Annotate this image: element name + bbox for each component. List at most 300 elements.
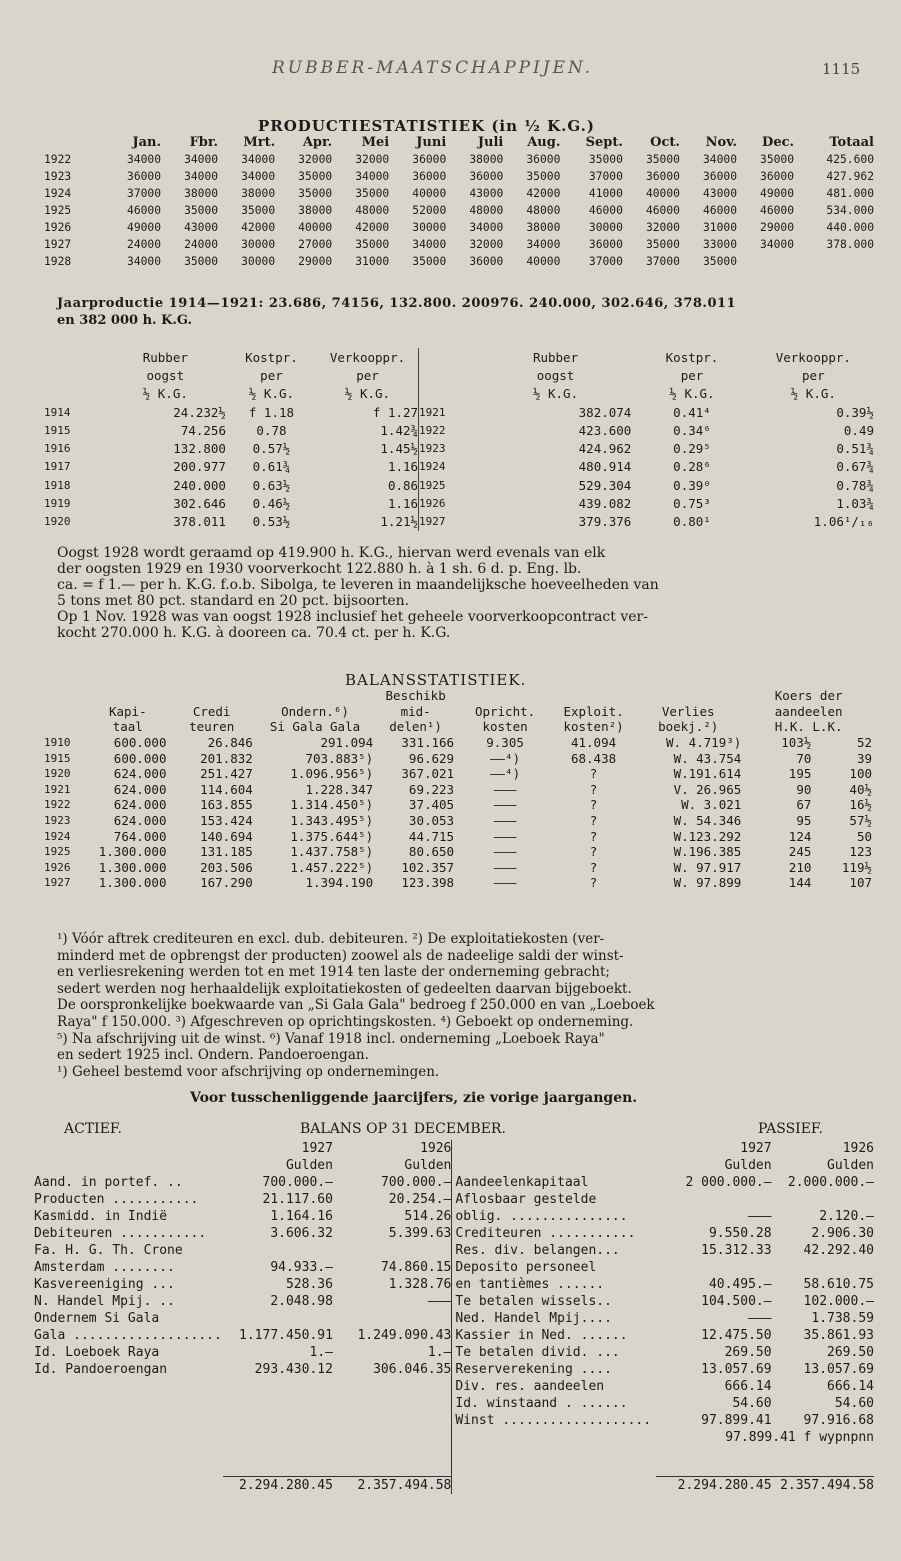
table-cell: 624.000 bbox=[113, 766, 167, 782]
table-cell: W.196.385 bbox=[673, 844, 742, 860]
table-cell: 306.046.35 bbox=[373, 1362, 452, 1377]
table-cell bbox=[223, 1412, 333, 1429]
table-cell: 0.53½ bbox=[252, 514, 291, 530]
table-cell: ? bbox=[589, 797, 598, 813]
column-header: Gulden bbox=[827, 1158, 874, 1173]
table-cell: 0.51¾ bbox=[836, 441, 874, 457]
table-cell bbox=[333, 1242, 452, 1259]
balance-stats-row bbox=[44, 813, 874, 829]
column-header: Gulden bbox=[724, 1158, 772, 1173]
table-cell: ——— bbox=[493, 859, 517, 875]
table-cell: Aand. in portef. .. bbox=[34, 1175, 183, 1190]
table-cell: 31000 bbox=[355, 255, 390, 268]
table-cell: 425.600 bbox=[826, 153, 874, 166]
column-header: ½ K.G. bbox=[344, 386, 391, 402]
table-cell: 439.082 bbox=[578, 496, 632, 512]
table-cell: 1.45½ bbox=[380, 441, 419, 457]
column-header: per bbox=[356, 367, 379, 383]
table-cell: 41000 bbox=[588, 187, 623, 200]
column-header: Aug. bbox=[527, 135, 561, 150]
table-cell: 40.495.— bbox=[708, 1277, 772, 1292]
winst-note: 97.899.41 f wypnpnn bbox=[725, 1430, 874, 1445]
balance-stats-header-row bbox=[44, 688, 874, 704]
cost-header-row bbox=[44, 366, 874, 384]
table-cell: 1.314.450⁵) bbox=[290, 797, 374, 813]
table-cell: Id. Loeboek Raya bbox=[34, 1345, 160, 1360]
table-cell: 36000 bbox=[526, 153, 561, 166]
table-cell: 1918 bbox=[44, 478, 71, 492]
table-cell: 5.399.63 bbox=[388, 1226, 452, 1241]
balance-title: BALANS OP 31 DECEMBER. bbox=[300, 1121, 506, 1137]
table-cell: 34000 bbox=[469, 221, 504, 234]
table-cell: 123.398 bbox=[401, 875, 455, 891]
column-header: aandeelen bbox=[774, 703, 843, 719]
column-header: mid- bbox=[400, 703, 431, 719]
column-header: kosten²) bbox=[563, 719, 624, 735]
table-cell: 35000 bbox=[526, 170, 561, 183]
table-cell bbox=[34, 1412, 223, 1429]
table-cell: 481.000 bbox=[826, 187, 874, 200]
cost-row bbox=[44, 439, 874, 457]
page-number: 1115 bbox=[822, 60, 861, 78]
production-row bbox=[44, 236, 874, 253]
table-cell bbox=[333, 1446, 452, 1477]
table-cell: N. Handel Mpij. .. bbox=[34, 1294, 175, 1309]
table-cell: 38000 bbox=[241, 187, 276, 200]
balance-spacer-row bbox=[34, 1446, 874, 1477]
table-cell: 293.430.12 bbox=[254, 1362, 333, 1377]
table-cell bbox=[223, 1429, 333, 1446]
table-cell: 1.06¹/₁₆ bbox=[813, 514, 874, 530]
column-header: Exploit. bbox=[563, 703, 624, 719]
table-cell: 240.000 bbox=[173, 477, 226, 493]
table-cell: 30000 bbox=[241, 238, 276, 251]
note-line: ¹) Geheel bestemd voor afschrijving op ondernemingen. bbox=[57, 1063, 440, 1080]
table-cell: ——— bbox=[493, 797, 517, 813]
table-cell: Kasvereeniging ... bbox=[34, 1277, 175, 1292]
table-cell: 302.646 bbox=[173, 496, 226, 512]
table-cell: 33000 bbox=[702, 238, 737, 251]
table-cell: ? bbox=[589, 828, 598, 844]
table-cell: Producten ........... bbox=[34, 1192, 199, 1207]
column-header: 1926 bbox=[842, 1141, 874, 1156]
note-line: Oogst 1928 wordt geraamd op 419.900 h. K.G., hiervan werd evenals van elk bbox=[57, 545, 606, 561]
balance-row bbox=[34, 1208, 874, 1225]
table-cell: 1924 bbox=[44, 187, 72, 200]
table-cell: 52 bbox=[856, 735, 872, 751]
column-header: per bbox=[680, 367, 704, 383]
note-line: ⁵) Na afschrijving uit de winst. ⁶) Vanaf 1918 incl. onderneming „Loeboek Raya" bbox=[57, 1030, 605, 1047]
table-cell: 102.000.— bbox=[803, 1294, 874, 1309]
column-header: Si Gala Gala bbox=[269, 719, 361, 735]
table-cell: 1.42¾ bbox=[380, 422, 419, 438]
table-cell bbox=[452, 1446, 656, 1477]
note-line: sedert werden nog herhaaldelijk exploitatiekosten of gedeelten daarvan bijgeboekt. bbox=[57, 980, 632, 997]
table-cell: 440.000 bbox=[826, 221, 874, 234]
table-cell: 43000 bbox=[469, 187, 504, 200]
table-cell: 15.312.33 bbox=[701, 1243, 772, 1258]
footnotes bbox=[57, 931, 877, 1080]
column-header: kosten bbox=[482, 719, 528, 735]
balance-row bbox=[34, 1293, 874, 1310]
table-cell bbox=[44, 385, 105, 403]
table-cell: 291.094 bbox=[320, 735, 374, 751]
column-header: Rubber bbox=[142, 349, 188, 365]
table-cell: Winst ................... bbox=[452, 1412, 656, 1429]
table-cell: 1928 bbox=[44, 255, 72, 268]
column-header: Apr. bbox=[302, 135, 333, 150]
column-header: ½ K.G. bbox=[142, 386, 188, 402]
table-cell: 1.— bbox=[427, 1345, 452, 1360]
table-cell: 0.39½ bbox=[836, 404, 874, 420]
balance-row bbox=[34, 1395, 874, 1412]
table-cell: W.191.614 bbox=[673, 766, 742, 782]
table-cell: 1927 bbox=[44, 238, 72, 251]
table-cell: 1923 bbox=[44, 170, 72, 183]
note-line: der oogsten 1929 en 1930 voorverkocht 122.880 h. à 1 sh. 6 d. p. Eng. lb. bbox=[57, 561, 582, 577]
table-cell: 40000 bbox=[645, 187, 680, 200]
balance-row bbox=[34, 1191, 874, 1208]
table-cell bbox=[452, 1140, 656, 1157]
table-cell: 624.000 bbox=[113, 781, 167, 797]
table-cell: 2 000.000.— bbox=[685, 1175, 772, 1190]
table-cell: oblig. ............... bbox=[452, 1208, 656, 1225]
table-cell: Amsterdam ........ bbox=[34, 1260, 175, 1275]
table-cell: 1927 bbox=[419, 513, 480, 531]
table-cell: 94.933.— bbox=[270, 1260, 333, 1275]
cost-header-row bbox=[44, 348, 874, 366]
balance-year-row bbox=[34, 1140, 874, 1157]
cost-row bbox=[44, 421, 874, 439]
table-cell: 427.962 bbox=[826, 170, 874, 183]
column-header: Gulden bbox=[285, 1158, 333, 1173]
table-cell: 1922 bbox=[419, 421, 480, 439]
table-cell: 1.328.76 bbox=[388, 1277, 452, 1292]
table-cell: 52000 bbox=[412, 204, 447, 217]
table-cell: 36000 bbox=[469, 170, 504, 183]
column-header: taal bbox=[112, 719, 143, 735]
note-line: ¹) Vóór aftrek crediteuren en excl. dub. debiteuren. ²) De exploitatiekosten (ver- bbox=[57, 931, 605, 947]
table-cell bbox=[419, 348, 480, 366]
table-cell: 38000 bbox=[184, 187, 219, 200]
table-cell: 80.650 bbox=[408, 844, 455, 860]
table-cell: 1921 bbox=[419, 403, 480, 421]
table-cell: 382.074 bbox=[578, 404, 632, 420]
table-cell: 29000 bbox=[760, 221, 795, 234]
table-cell: 140.694 bbox=[200, 828, 253, 844]
table-cell: Te betalen wissels.. bbox=[452, 1293, 656, 1310]
column-header: Verkooppr. bbox=[775, 349, 851, 365]
table-cell: 528.36 bbox=[285, 1277, 333, 1292]
table-cell: 67 bbox=[796, 797, 812, 813]
table-cell: 1924 bbox=[419, 458, 480, 476]
balance-stats-row bbox=[44, 735, 874, 751]
table-cell bbox=[34, 1395, 223, 1412]
table-cell: 30.053 bbox=[408, 813, 455, 829]
balance-row bbox=[34, 1242, 874, 1259]
table-cell bbox=[223, 1378, 333, 1395]
table-cell: ? bbox=[589, 813, 598, 829]
column-header: Credi bbox=[192, 703, 231, 719]
table-cell: 1920 bbox=[44, 767, 71, 781]
balance-stats-row bbox=[44, 782, 874, 798]
table-cell: 26.846 bbox=[207, 735, 253, 751]
table-cell: 20.254.— bbox=[388, 1192, 452, 1207]
table-cell: 35000 bbox=[184, 204, 219, 217]
table-cell: 27000 bbox=[298, 238, 333, 251]
column-header: Verkooppr. bbox=[329, 349, 406, 365]
table-cell: 40000 bbox=[526, 255, 561, 268]
cost-row bbox=[44, 476, 874, 494]
see-previous-note: Voor tusschenliggende jaarcijfers, zie vorige jaargangen. bbox=[190, 1090, 638, 1106]
balance-stats-header-row bbox=[44, 719, 874, 735]
column-header: Kapi- bbox=[108, 703, 147, 719]
table-cell: 50 bbox=[856, 828, 872, 844]
table-cell: 38000 bbox=[298, 204, 333, 217]
table-cell: 153.424 bbox=[200, 813, 253, 829]
column-header: Nov. bbox=[705, 135, 737, 150]
total-cell: 2.294.280.45 bbox=[656, 1477, 771, 1495]
table-cell: 49000 bbox=[127, 221, 162, 234]
table-cell: 30000 bbox=[588, 221, 623, 234]
table-cell: 0.41⁴ bbox=[673, 404, 711, 420]
total-cell: 2.357.494.58 bbox=[772, 1477, 874, 1495]
table-cell: 203.506 bbox=[200, 859, 253, 875]
table-cell: ? bbox=[589, 766, 598, 782]
table-cell: 9.305 bbox=[486, 735, 524, 751]
table-cell: 102.357 bbox=[401, 859, 455, 875]
table-cell: 34000 bbox=[127, 153, 162, 166]
table-cell: Kasmidd. in Indië bbox=[34, 1209, 168, 1224]
production-table bbox=[44, 134, 874, 270]
table-cell: 269.50 bbox=[724, 1345, 772, 1360]
table-cell: 97.899.41 bbox=[701, 1413, 772, 1428]
table-cell: 35000 bbox=[645, 238, 680, 251]
table-cell: 42.292.40 bbox=[803, 1243, 874, 1258]
table-cell: 0.61¾ bbox=[252, 459, 291, 475]
table-cell: 36000 bbox=[645, 170, 680, 183]
table-cell: 38000 bbox=[469, 153, 504, 166]
table-cell: 123 bbox=[849, 844, 872, 860]
table-cell: 38000 bbox=[526, 221, 561, 234]
table-cell: 41.094 bbox=[570, 735, 617, 751]
balance-row bbox=[34, 1174, 874, 1191]
table-cell bbox=[223, 1310, 333, 1327]
table-cell: Res. div. belangen... bbox=[452, 1242, 656, 1259]
table-cell bbox=[772, 1446, 874, 1477]
balance-currency-row bbox=[34, 1157, 874, 1174]
table-cell: 1.— bbox=[309, 1345, 333, 1360]
table-cell: 1.228.347 bbox=[305, 781, 374, 797]
table-cell: 600.000 bbox=[113, 735, 167, 751]
note-line: Op 1 Nov. 1928 was van oogst 1928 inclusief het geheele voorverkoopcontract ver- bbox=[57, 609, 648, 625]
table-cell: ——— bbox=[493, 875, 517, 891]
table-cell bbox=[737, 253, 794, 270]
table-cell: 35000 bbox=[760, 153, 795, 166]
table-cell: 43000 bbox=[184, 221, 219, 234]
table-cell bbox=[333, 1429, 452, 1446]
table-cell: 35000 bbox=[588, 153, 623, 166]
column-header bbox=[44, 704, 87, 720]
table-cell: 600.000 bbox=[113, 750, 167, 766]
table-cell: 1914 bbox=[44, 405, 71, 419]
table-cell: 30000 bbox=[412, 221, 447, 234]
table-cell: 35000 bbox=[645, 153, 680, 166]
note-line: en sedert 1925 incl. Ondern. Pandoeroengan. bbox=[57, 1047, 369, 1064]
table-cell: 74.256 bbox=[180, 422, 226, 438]
table-cell bbox=[44, 366, 105, 384]
table-cell: W. 54.346 bbox=[673, 813, 742, 829]
table-cell: 13.057.69 bbox=[803, 1362, 874, 1377]
table-cell: 514.26 bbox=[404, 1209, 452, 1224]
table-cell: 46000 bbox=[702, 204, 737, 217]
table-cell: 1.375.644⁵) bbox=[290, 828, 374, 844]
table-cell: 210 bbox=[788, 859, 812, 875]
production-row bbox=[44, 202, 874, 219]
column-header: Sept. bbox=[585, 135, 623, 150]
table-cell: 24000 bbox=[184, 238, 219, 251]
table-cell: 331.166 bbox=[401, 735, 455, 751]
table-cell: 0.75³ bbox=[673, 496, 711, 512]
table-cell: 37000 bbox=[127, 187, 162, 200]
balance-row bbox=[34, 1378, 874, 1395]
table-cell: 1919 bbox=[44, 497, 71, 511]
table-cell bbox=[656, 1259, 771, 1276]
table-cell: 40000 bbox=[412, 187, 447, 200]
table-cell: 70 bbox=[796, 750, 812, 766]
table-cell: 700.000.— bbox=[380, 1175, 452, 1190]
table-cell: 3.606.32 bbox=[270, 1226, 333, 1241]
table-cell: 119½ bbox=[841, 859, 872, 875]
table-cell bbox=[34, 1157, 223, 1174]
table-cell: 200.977 bbox=[173, 459, 226, 475]
table-cell: V. 26.965 bbox=[673, 781, 742, 797]
column-header: Rubber bbox=[532, 349, 579, 365]
table-cell: 36000 bbox=[588, 238, 623, 251]
table-cell: 534.000 bbox=[826, 204, 874, 217]
table-cell: 1926 bbox=[419, 494, 480, 512]
table-cell: 9.550.28 bbox=[708, 1226, 772, 1241]
table-cell bbox=[333, 1412, 452, 1429]
table-cell: W. 43.754 bbox=[673, 750, 742, 766]
table-cell: 31000 bbox=[702, 221, 737, 234]
table-cell: 114.604 bbox=[200, 781, 253, 797]
table-cell bbox=[452, 1157, 656, 1174]
table-cell bbox=[772, 1191, 874, 1208]
table-cell: 0.63½ bbox=[252, 477, 291, 493]
balance-row bbox=[34, 1225, 874, 1242]
table-cell: 163.855 bbox=[200, 797, 253, 813]
column-header bbox=[44, 719, 87, 735]
table-cell: 35000 bbox=[412, 255, 447, 268]
column-header bbox=[87, 688, 168, 704]
column-header: Kostpr. bbox=[245, 349, 298, 365]
table-cell: 37000 bbox=[588, 255, 623, 268]
balance-sheet-table bbox=[34, 1140, 874, 1494]
note-line: 5 tons met 80 pct. standard en 20 pct. bijsoorten. bbox=[57, 593, 410, 609]
table-cell: 32000 bbox=[469, 238, 504, 251]
table-cell: ——— bbox=[748, 1311, 772, 1326]
balance-stats-table bbox=[44, 688, 874, 891]
table-cell: 36000 bbox=[412, 170, 447, 183]
balance-row bbox=[34, 1310, 874, 1327]
table-cell: 43000 bbox=[702, 187, 737, 200]
column-header bbox=[44, 688, 87, 704]
table-cell: 42000 bbox=[526, 187, 561, 200]
actief-label: ACTIEF. bbox=[64, 1121, 122, 1137]
table-cell: 1.03¾ bbox=[836, 496, 874, 512]
table-cell: 0.49 bbox=[843, 422, 874, 438]
table-cell: 36000 bbox=[702, 170, 737, 183]
production-row bbox=[44, 151, 874, 168]
table-cell: 1925 bbox=[44, 845, 71, 859]
table-cell: 167.290 bbox=[200, 875, 253, 891]
table-cell: 35.861.93 bbox=[803, 1328, 874, 1343]
table-cell: 24.232½ bbox=[173, 404, 226, 420]
table-cell: ? bbox=[589, 781, 598, 797]
table-cell: 1922 bbox=[44, 798, 71, 812]
column-header: Ondern.⁶) bbox=[281, 703, 349, 719]
column-header: Jan. bbox=[132, 135, 162, 150]
running-header: RUBBER-MAATSCHAPPIJEN. bbox=[272, 58, 594, 78]
column-header: 1926 bbox=[420, 1141, 452, 1156]
table-cell: W. 3.021 bbox=[681, 797, 742, 813]
production-row bbox=[44, 185, 874, 202]
table-cell: 32000 bbox=[355, 153, 390, 166]
table-cell: 1.457.222⁵) bbox=[290, 859, 374, 875]
table-cell: ——— bbox=[493, 844, 517, 860]
table-cell: 35000 bbox=[355, 187, 390, 200]
table-cell: 32000 bbox=[298, 153, 333, 166]
table-cell: 1924 bbox=[44, 829, 71, 843]
cost-header-row bbox=[44, 385, 874, 403]
table-cell: 1922 bbox=[44, 153, 72, 166]
table-cell: 40000 bbox=[298, 221, 333, 234]
table-cell: 30000 bbox=[241, 255, 276, 268]
note-line: Raya" f 150.000. ³) Afgeschreven op oprichtingskosten. ⁴) Geboekt op onderneming. bbox=[57, 1013, 634, 1030]
column-header: Juli bbox=[477, 135, 504, 150]
column-header: Juni bbox=[416, 135, 447, 150]
table-cell: 1.21½ bbox=[380, 514, 419, 530]
table-cell: ? bbox=[589, 859, 598, 875]
table-cell: Aflosbaar gestelde bbox=[452, 1191, 656, 1208]
table-cell: 39 bbox=[856, 750, 872, 766]
table-cell: 54.60 bbox=[834, 1396, 874, 1411]
column-header bbox=[554, 688, 633, 704]
table-cell: 1923 bbox=[419, 439, 480, 457]
table-cell: 100 bbox=[849, 766, 872, 782]
table-cell: 0.34⁶ bbox=[673, 422, 711, 438]
table-cell: 0.29⁵ bbox=[673, 441, 711, 457]
table-cell: 1926 bbox=[44, 860, 71, 874]
table-cell: 13.057.69 bbox=[701, 1362, 772, 1377]
table-cell: 1910 bbox=[44, 736, 71, 750]
table-cell: 379.376 bbox=[578, 514, 632, 530]
table-cell: 35000 bbox=[298, 187, 333, 200]
production-row bbox=[44, 168, 874, 185]
table-cell: 46000 bbox=[588, 204, 623, 217]
table-cell: 1923 bbox=[44, 814, 71, 828]
balance-row bbox=[34, 1361, 874, 1378]
table-cell: 1.738.59 bbox=[811, 1311, 874, 1326]
table-cell: 48000 bbox=[469, 204, 504, 217]
table-cell: 54.60 bbox=[732, 1396, 772, 1411]
column-header: ½ K.G. bbox=[669, 386, 715, 402]
column-header bbox=[44, 134, 104, 151]
balance-stats-row bbox=[44, 828, 874, 844]
column-header: H.K. L.K. bbox=[774, 719, 843, 735]
table-cell bbox=[34, 1378, 223, 1395]
